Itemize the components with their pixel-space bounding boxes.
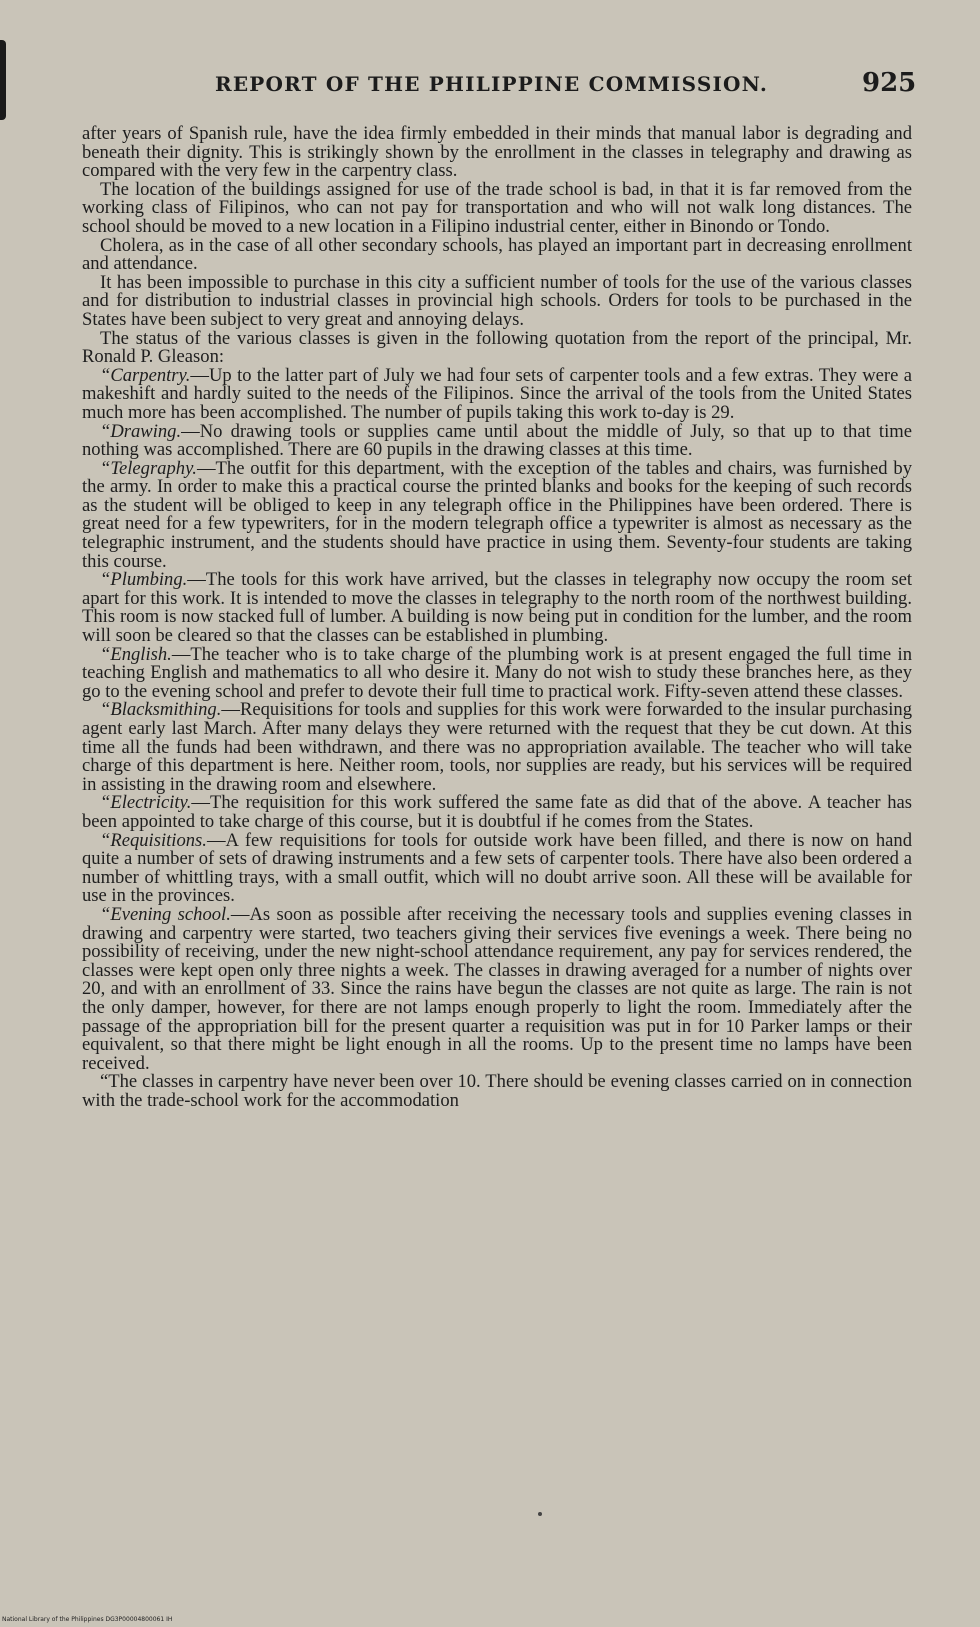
paragraph [82, 571, 912, 645]
section-heading: “Carpentry. [100, 364, 191, 386]
paragraph-text: —Requisitions for tools and supplies for this work were forwarded to the insular purchasing agent early last March. After many delays they were returned with the request that they be cut down. At this time all the funds had been withdrawn, and there was no appropriation available. The teacher who will take charge of this department is here. Neither room, tools, nor supplies are ready, but his services will be required in assisting in the drawing room and elsewhere. [82, 699, 912, 795]
paragraph-text: —The outfit for this department, with the exception of the tables and chairs, was furnished by the army. In order to make this a practical course the printed blanks and books for the keeping of such records as the student will be obliged to keep in any telegraph office in the Philippines have been ordered. There is great need for a few typewriters, for in the modern telegraph office a typewriter is almost as necessary as the telegraphic instrument, and the students should have practice in using them. Seventy-four students are taking this course. [82, 457, 912, 572]
paragraph-text: —A few requisitions for tools for outside work have been filled, and there is now on hand quite a number of sets of drawing instruments and a few sets of carpenter tools. There have also been ordered a number of whittling trays, with a small outfit, which will no doubt arrive soon. All these will be available for use in the provinces. [82, 829, 912, 907]
paragraph [82, 327, 912, 368]
paragraph [82, 364, 912, 423]
paragraph-text: —The tools for this work have arrived, but the classes in telegraphy now occupy the room set apart for this work. It is intended to move the classes in telegraphy to the north room of the northwest building. This room is now stacked full of lumber. A building is now being put in condition for the lumber, and the room will soon be cleared so that the classes can be established in plumbing. [82, 569, 912, 647]
paragraph-text: It has been impossible to purchase in this city a sufficient number of tools for the use of the various classes and for distribution to industrial classes in provincial high schools. Orders for tools to be purchased in the States have been subject to very great and annoying delays. [82, 271, 912, 330]
paragraph [82, 903, 912, 1074]
paragraph-text: after years of Spanish rule, have the idea firmly embedded in their minds that manual labor is degrading and beneath their dignity. This is strikingly shown by the enrollment in the classes in telegraphy and drawing as compared with the very few in the carpentry class. [82, 123, 912, 182]
paragraph [82, 1073, 912, 1110]
paragraph [82, 234, 912, 275]
page-header [0, 68, 980, 102]
paragraph [82, 457, 912, 572]
paragraph [82, 701, 912, 794]
running-head: REPORT OF THE PHILIPPINE COMMISSION. [215, 72, 769, 96]
section-heading: “Blacksmithing. [100, 699, 222, 721]
section-heading: “Telegraphy. [100, 457, 197, 479]
section-heading: “Drawing. [100, 420, 182, 442]
paragraph [82, 794, 912, 831]
paragraph-text: —Up to the latter part of July we had four sets of carpenter tools and a few extras. They were a makeshift and hardly suited to the needs of the Filipinos. Since the arrival of the tools from the United States much more has been accomplished. The number of pupils taking this work to-day is 29. [82, 364, 912, 423]
paragraph-text: “The classes in carpentry have never been over 10. There should be evening classes carried on in connection with the trade-school work for the accommodation [82, 1071, 912, 1111]
section-heading: “Evening school. [100, 903, 231, 925]
paragraph-text: The status of the various classes is given in the following quotation from the report of the principal, Mr. Ronald P. Gleason: [82, 327, 912, 368]
paragraph [82, 178, 912, 237]
paragraph-text: —The teacher who is to take charge of the plumbing work is at present engaged the full time in teaching English and mathematics to all who desire it. Many do not wish to study these branches here, as they go to the evening school and prefer to devote their full time to practical work. Fifty-seven attend these classes. [82, 643, 912, 702]
footer-credit: National Library of the Philippines DG3P00004800061 IH [2, 1616, 173, 1623]
paragraph-text: —No drawing tools or supplies came until about the middle of July, so that up to that time nothing was accomplished. There are 60 pupils in the drawing classes at this time. [82, 420, 912, 461]
paragraph-text: —The requisition for this work suffered the same fate as did that of the above. A teacher has been appointed to take charge of this course, but it is doubtful if he comes from the States. [82, 792, 912, 832]
section-heading: “Plumbing. [100, 569, 188, 591]
paragraph-text: Cholera, as in the case of all other secondary schools, has played an important part in decreasing enrollment and attendance. [82, 234, 912, 275]
section-heading: “Requisitions. [100, 829, 207, 851]
paragraph-text: The location of the buildings assigned for use of the trade school is bad, in that it is far removed from the working class of Filipinos, who can not pay for transportation and who will not walk long distances. The school should be moved to a new location in a Filipino industrial center, either in Binondo or Tondo. [82, 178, 912, 237]
page-number: 925 [862, 68, 917, 98]
paragraph [82, 829, 912, 907]
paragraph [82, 271, 912, 330]
paragraph [82, 125, 912, 181]
stray-mark [538, 1512, 542, 1516]
section-heading: “English. [100, 643, 172, 665]
body-text [82, 125, 912, 1110]
paragraph [82, 643, 912, 702]
paragraph [82, 420, 912, 461]
section-heading: “Electricity. [100, 792, 192, 814]
paragraph-text: —As soon as possible after receiving the necessary tools and supplies evening classes in drawing and carpentry were started, two teachers giving their services five evenings a week. There being no possibility of receiving, under the new night-school attendance requirement, any pay for services rendered, the classes were kept open only three nights a week. The classes in drawing averaged for a number of nights over 20, and with an enrollment of 33. Since the rains have begun the classes are not quite as large. The rain is not the only damper, however, for there are not lamps enough properly to light the room. Immediately after the passage of the appropriation bill for the present quarter a requisition was put in for 10 Parker lamps or their equivalent, so that there might be light enough in all the rooms. Up to the present time no lamps have been received. [82, 903, 912, 1074]
